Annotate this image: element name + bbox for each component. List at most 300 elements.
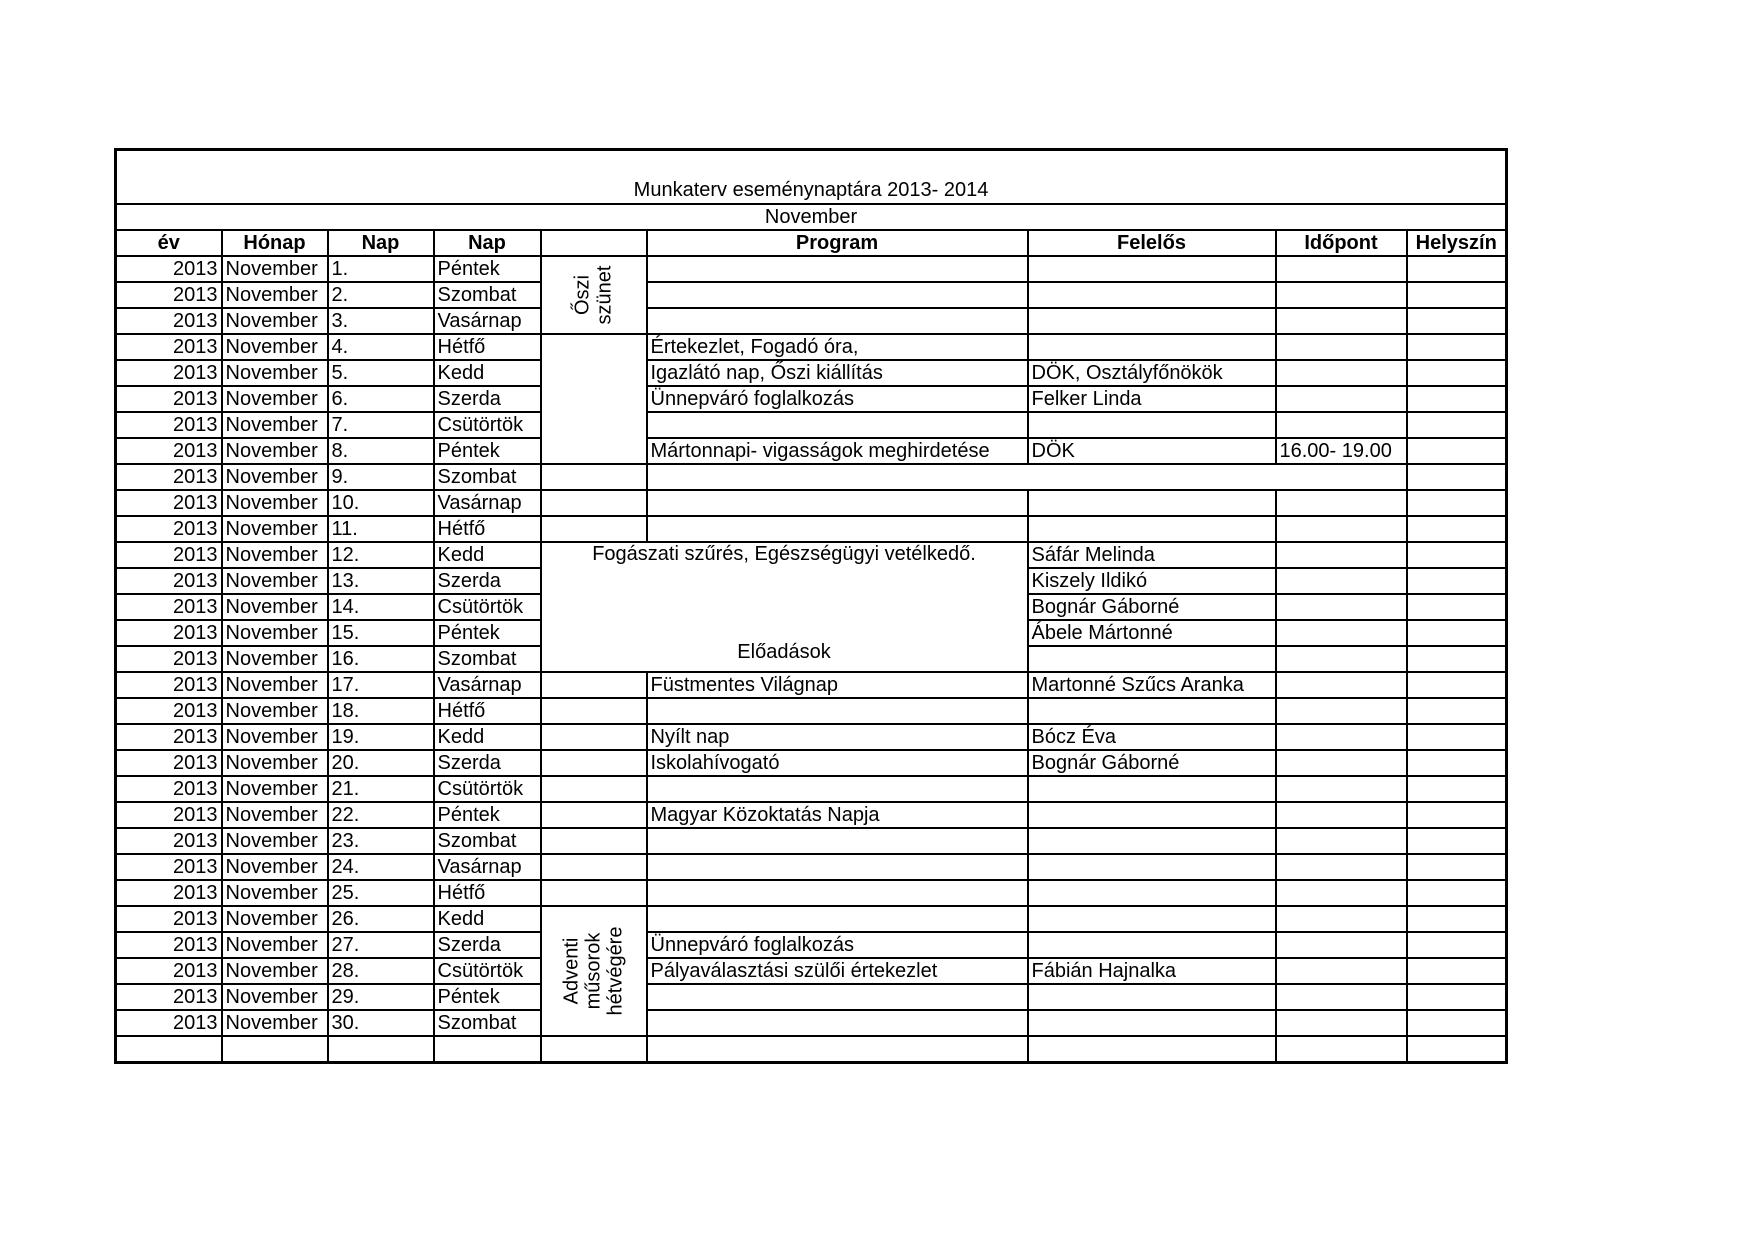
cell-day-name: Szombat (434, 464, 541, 490)
cell-idopont (1276, 698, 1407, 724)
cell-day-number: 8. (328, 438, 434, 464)
cell-blank (541, 672, 647, 698)
cell-program: Ünnepváró foglalkozás (647, 932, 1028, 958)
table-row (116, 490, 1507, 516)
cell-day-name: Kedd (434, 542, 541, 568)
table-row (116, 360, 1507, 386)
cell-idopont (1276, 568, 1407, 594)
cell-day-name: Hétfő (434, 880, 541, 906)
cell-helyszin (1407, 308, 1507, 334)
cell-program: Értekezlet, Fogadó óra, (647, 334, 1028, 360)
table-row (116, 828, 1507, 854)
cell-day-name: Hétfő (434, 516, 541, 542)
cell-helyszin (1407, 1010, 1507, 1036)
cell-helyszin (1407, 334, 1507, 360)
cell-year: 2013 (116, 724, 222, 750)
table-row (116, 802, 1507, 828)
cell-program (647, 698, 1028, 724)
cell-empty (541, 1036, 647, 1063)
month-heading: November (116, 204, 1507, 230)
cell-idopont: 16.00- 19.00 (1276, 438, 1407, 464)
cell-day-name: Kedd (434, 360, 541, 386)
cell-day-number: 22. (328, 802, 434, 828)
cell-felelos (1028, 646, 1276, 672)
cell-idopont (1276, 308, 1407, 334)
cell-month: November (222, 802, 328, 828)
cell-year: 2013 (116, 516, 222, 542)
cell-program (647, 516, 1028, 542)
table-row (116, 698, 1507, 724)
cell-idopont (1276, 724, 1407, 750)
cell-program (647, 464, 1407, 490)
cell-year: 2013 (116, 906, 222, 932)
cell-idopont (1276, 646, 1407, 672)
table-row (116, 282, 1507, 308)
table-row (116, 906, 1507, 932)
cell-day-name: Vasárnap (434, 672, 541, 698)
cell-felelos: Kiszely Ildikó (1028, 568, 1276, 594)
cell-year: 2013 (116, 438, 222, 464)
cell-idopont (1276, 750, 1407, 776)
cell-idopont (1276, 490, 1407, 516)
table-row (116, 542, 1507, 568)
table-row (116, 776, 1507, 802)
table-row (116, 464, 1507, 490)
cell-idopont (1276, 776, 1407, 802)
cell-day-number: 19. (328, 724, 434, 750)
cell-day-number: 30. (328, 1010, 434, 1036)
cell-empty (1276, 1036, 1407, 1063)
cell-year: 2013 (116, 1010, 222, 1036)
cell-felelos (1028, 490, 1276, 516)
header-felelos: Felelős (1028, 230, 1276, 256)
cell-year: 2013 (116, 854, 222, 880)
cell-helyszin (1407, 412, 1507, 438)
sheet-title: Munkaterv eseménynaptára 2013- 2014 (116, 150, 1507, 205)
cell-helyszin (1407, 542, 1507, 568)
cell-idopont (1276, 802, 1407, 828)
cell-day-number: 23. (328, 828, 434, 854)
cell-day-number: 5. (328, 360, 434, 386)
cell-program (647, 1010, 1028, 1036)
side-label-adventi (541, 906, 647, 1036)
cell-helyszin (1407, 438, 1507, 464)
cell-empty (1407, 1036, 1507, 1063)
cell-felelos (1028, 906, 1276, 932)
cell-helyszin (1407, 256, 1507, 282)
cell-month: November (222, 308, 328, 334)
cell-program (647, 828, 1028, 854)
cell-blank (541, 724, 647, 750)
cell-day-number: 13. (328, 568, 434, 594)
cell-year: 2013 (116, 256, 222, 282)
cell-month: November (222, 412, 328, 438)
cell-month: November (222, 880, 328, 906)
cell-helyszin (1407, 568, 1507, 594)
side-label-oszi-szunet (541, 256, 647, 334)
cell-month: November (222, 854, 328, 880)
table-row (116, 750, 1507, 776)
cell-helyszin (1407, 646, 1507, 672)
cell-day-number: 27. (328, 932, 434, 958)
cell-helyszin (1407, 490, 1507, 516)
cell-day-name: Szerda (434, 568, 541, 594)
cell-program: Nyílt nap (647, 724, 1028, 750)
cell-program (647, 282, 1028, 308)
cell-helyszin (1407, 958, 1507, 984)
cell-day-name: Csütörtök (434, 776, 541, 802)
cell-felelos (1028, 412, 1276, 438)
table-row (116, 958, 1507, 984)
cell-year: 2013 (116, 594, 222, 620)
cell-program (647, 880, 1028, 906)
cell-day-number: 15. (328, 620, 434, 646)
cell-felelos: Bognár Gáborné (1028, 594, 1276, 620)
cell-felelos (1028, 698, 1276, 724)
cell-day-name: Szombat (434, 828, 541, 854)
cell-day-name: Vasárnap (434, 308, 541, 334)
cell-day-name: Kedd (434, 906, 541, 932)
cell-blank (541, 464, 647, 490)
cell-program: Iskolahívogató (647, 750, 1028, 776)
cell-month: November (222, 464, 328, 490)
cell-blank (541, 828, 647, 854)
cell-year: 2013 (116, 750, 222, 776)
cell-program: Ünnepváró foglalkozás (647, 386, 1028, 412)
cell-month: November (222, 828, 328, 854)
cell-month: November (222, 932, 328, 958)
cell-day-number: 25. (328, 880, 434, 906)
cell-year: 2013 (116, 880, 222, 906)
cell-year: 2013 (116, 386, 222, 412)
cell-month: November (222, 256, 328, 282)
cell-year: 2013 (116, 334, 222, 360)
cell-helyszin (1407, 698, 1507, 724)
cell-felelos: DÖK (1028, 438, 1276, 464)
cell-helyszin (1407, 932, 1507, 958)
cell-day-name: Szerda (434, 932, 541, 958)
cell-month: November (222, 724, 328, 750)
cell-month: November (222, 958, 328, 984)
merged-program-block (541, 542, 1028, 672)
table-row (116, 854, 1507, 880)
cell-helyszin (1407, 776, 1507, 802)
cell-felelos (1028, 984, 1276, 1010)
cell-helyszin (1407, 672, 1507, 698)
merged-program-line1: Fogászati szűrés, Egészségügyi vetélkedő. (592, 543, 976, 565)
cell-month: November (222, 620, 328, 646)
cell-helyszin (1407, 984, 1507, 1010)
cell-day-name: Hétfő (434, 698, 541, 724)
cell-felelos: Fábián Hajnalka (1028, 958, 1276, 984)
cell-year: 2013 (116, 776, 222, 802)
cell-month: November (222, 568, 328, 594)
cell-day-name: Csütörtök (434, 412, 541, 438)
cell-program: Mártonnapi- vigasságok meghirdetése (647, 438, 1028, 464)
cell-idopont (1276, 672, 1407, 698)
cell-blank (541, 750, 647, 776)
cell-felelos (1028, 854, 1276, 880)
cell-helyszin (1407, 906, 1507, 932)
cell-program (647, 776, 1028, 802)
cell-blank (541, 854, 647, 880)
cell-idopont (1276, 386, 1407, 412)
table-row (116, 880, 1507, 906)
cell-month: November (222, 542, 328, 568)
cell-year: 2013 (116, 542, 222, 568)
cell-idopont (1276, 932, 1407, 958)
cell-idopont (1276, 854, 1407, 880)
cell-idopont (1276, 880, 1407, 906)
cell-empty (328, 1036, 434, 1063)
cell-idopont (1276, 282, 1407, 308)
cell-year: 2013 (116, 932, 222, 958)
cell-program: Füstmentes Világnap (647, 672, 1028, 698)
table-row (116, 308, 1507, 334)
cell-idopont (1276, 906, 1407, 932)
cell-felelos (1028, 256, 1276, 282)
header-nap: Nap (328, 230, 434, 256)
cell-year: 2013 (116, 568, 222, 594)
cell-program (647, 984, 1028, 1010)
table-row (116, 724, 1507, 750)
cell-year: 2013 (116, 646, 222, 672)
cell-program (647, 412, 1028, 438)
cell-blank (541, 334, 647, 464)
table-row (116, 516, 1507, 542)
cell-felelos (1028, 334, 1276, 360)
cell-year: 2013 (116, 828, 222, 854)
cell-helyszin (1407, 594, 1507, 620)
cell-felelos: Martonné Szűcs Aranka (1028, 672, 1276, 698)
cell-day-number: 29. (328, 984, 434, 1010)
cell-program (647, 308, 1028, 334)
cell-blank (541, 698, 647, 724)
cell-blank (541, 490, 647, 516)
cell-day-name: Kedd (434, 724, 541, 750)
cell-felelos: Sáfár Melinda (1028, 542, 1276, 568)
cell-year: 2013 (116, 282, 222, 308)
cell-helyszin (1407, 464, 1507, 490)
cell-helyszin (1407, 360, 1507, 386)
cell-month: November (222, 594, 328, 620)
cell-month: November (222, 984, 328, 1010)
cell-day-name: Szerda (434, 386, 541, 412)
cell-helyszin (1407, 516, 1507, 542)
cell-day-number: 10. (328, 490, 434, 516)
cell-month: November (222, 750, 328, 776)
cell-day-name: Hétfő (434, 334, 541, 360)
cell-day-number: 21. (328, 776, 434, 802)
cell-helyszin (1407, 724, 1507, 750)
cell-day-name: Szombat (434, 646, 541, 672)
side-label-line: Őszi (571, 275, 594, 315)
cell-blank (541, 776, 647, 802)
cell-day-name: Péntek (434, 802, 541, 828)
cell-day-number: 14. (328, 594, 434, 620)
cell-felelos (1028, 880, 1276, 906)
cell-month: November (222, 282, 328, 308)
cell-day-name: Péntek (434, 620, 541, 646)
cell-idopont (1276, 516, 1407, 542)
cell-day-number: 12. (328, 542, 434, 568)
adventi-label (561, 927, 627, 1016)
cell-idopont (1276, 542, 1407, 568)
cell-blank (541, 802, 647, 828)
side-label-line: műsorok (582, 932, 605, 1010)
cell-empty (116, 1036, 222, 1063)
cell-program: Magyar Közoktatás Napja (647, 802, 1028, 828)
cell-felelos (1028, 828, 1276, 854)
table-row (116, 256, 1507, 282)
cell-helyszin (1407, 880, 1507, 906)
cell-felelos: Bognár Gáborné (1028, 750, 1276, 776)
cell-idopont (1276, 620, 1407, 646)
cell-day-number: 3. (328, 308, 434, 334)
table-row (116, 932, 1507, 958)
cell-day-number: 24. (328, 854, 434, 880)
header-honap: Hónap (222, 230, 328, 256)
cell-day-number: 7. (328, 412, 434, 438)
cell-day-number: 16. (328, 646, 434, 672)
table-row (116, 386, 1507, 412)
cell-year: 2013 (116, 412, 222, 438)
table-row (116, 1010, 1507, 1036)
header-blank (541, 230, 647, 256)
cell-day-name: Péntek (434, 438, 541, 464)
cell-helyszin (1407, 750, 1507, 776)
cell-day-number: 1. (328, 256, 434, 282)
cell-idopont (1276, 594, 1407, 620)
cell-felelos: Felker Linda (1028, 386, 1276, 412)
cell-year: 2013 (116, 698, 222, 724)
cell-felelos (1028, 776, 1276, 802)
table-row (116, 438, 1507, 464)
cell-month: November (222, 698, 328, 724)
cell-blank (541, 880, 647, 906)
cell-felelos: Bócz Éva (1028, 724, 1276, 750)
cell-day-number: 4. (328, 334, 434, 360)
side-label-line: szünet (593, 265, 616, 325)
cell-year: 2013 (116, 360, 222, 386)
cell-helyszin (1407, 828, 1507, 854)
cell-helyszin (1407, 620, 1507, 646)
header-ev: év (116, 230, 222, 256)
cell-month: November (222, 1010, 328, 1036)
header-idopont: Időpont (1276, 230, 1407, 256)
cell-day-number: 6. (328, 386, 434, 412)
cell-day-name: Vasárnap (434, 490, 541, 516)
cell-blank (541, 516, 647, 542)
cell-program (647, 906, 1028, 932)
table-row (116, 672, 1507, 698)
header-nap-name: Nap (434, 230, 541, 256)
cell-month: November (222, 386, 328, 412)
spreadsheet (114, 148, 1505, 1064)
header-row (116, 230, 1507, 256)
cell-helyszin (1407, 802, 1507, 828)
cell-empty (647, 1036, 1028, 1063)
side-label-line: hétvégére (604, 926, 627, 1016)
cell-idopont (1276, 256, 1407, 282)
cell-day-name: Szerda (434, 750, 541, 776)
oszi-szunet-label (572, 266, 616, 325)
cell-empty (434, 1036, 541, 1063)
cell-felelos: Ábele Mártonné (1028, 620, 1276, 646)
cell-month: November (222, 646, 328, 672)
cell-idopont (1276, 1010, 1407, 1036)
cell-idopont (1276, 412, 1407, 438)
table-row (116, 412, 1507, 438)
cell-day-number: 28. (328, 958, 434, 984)
cell-program (647, 854, 1028, 880)
cell-helyszin (1407, 386, 1507, 412)
cell-idopont (1276, 334, 1407, 360)
cell-day-number: 11. (328, 516, 434, 542)
cell-year: 2013 (116, 308, 222, 334)
cell-program (647, 256, 1028, 282)
cell-year: 2013 (116, 984, 222, 1010)
cell-month: November (222, 334, 328, 360)
header-helyszin: Helyszín (1407, 230, 1507, 256)
merged-program-line2: Előadások (737, 641, 831, 663)
cell-day-name: Csütörtök (434, 594, 541, 620)
cell-year: 2013 (116, 464, 222, 490)
cell-day-name: Péntek (434, 984, 541, 1010)
cell-year: 2013 (116, 672, 222, 698)
cell-idopont (1276, 828, 1407, 854)
table-row (116, 984, 1507, 1010)
cell-month: November (222, 360, 328, 386)
cell-program (647, 490, 1028, 516)
cell-idopont (1276, 958, 1407, 984)
header-program: Program (647, 230, 1028, 256)
cell-day-number: 2. (328, 282, 434, 308)
cell-felelos: DÖK, Osztályfőnökök (1028, 360, 1276, 386)
cell-day-number: 9. (328, 464, 434, 490)
cell-program: Igazlátó nap, Őszi kiállítás (647, 360, 1028, 386)
cell-month: November (222, 672, 328, 698)
cell-felelos (1028, 516, 1276, 542)
cell-month: November (222, 516, 328, 542)
cell-day-name: Csütörtök (434, 958, 541, 984)
cell-year: 2013 (116, 958, 222, 984)
cell-month: November (222, 906, 328, 932)
cell-month: November (222, 490, 328, 516)
cell-felelos (1028, 932, 1276, 958)
table-row (116, 334, 1507, 360)
cell-empty (222, 1036, 328, 1063)
cell-month: November (222, 776, 328, 802)
cell-helyszin (1407, 854, 1507, 880)
cell-year: 2013 (116, 802, 222, 828)
cell-helyszin (1407, 282, 1507, 308)
cell-day-name: Péntek (434, 256, 541, 282)
cell-day-name: Szombat (434, 282, 541, 308)
table-row-empty (116, 1036, 1507, 1063)
event-calendar-table (114, 148, 1508, 1064)
side-label-line: Adventi (560, 937, 583, 1005)
cell-felelos (1028, 308, 1276, 334)
cell-felelos (1028, 1010, 1276, 1036)
cell-felelos (1028, 282, 1276, 308)
cell-day-name: Vasárnap (434, 854, 541, 880)
cell-day-number: 18. (328, 698, 434, 724)
cell-year: 2013 (116, 490, 222, 516)
cell-empty (1028, 1036, 1276, 1063)
cell-felelos (1028, 802, 1276, 828)
cell-idopont (1276, 360, 1407, 386)
